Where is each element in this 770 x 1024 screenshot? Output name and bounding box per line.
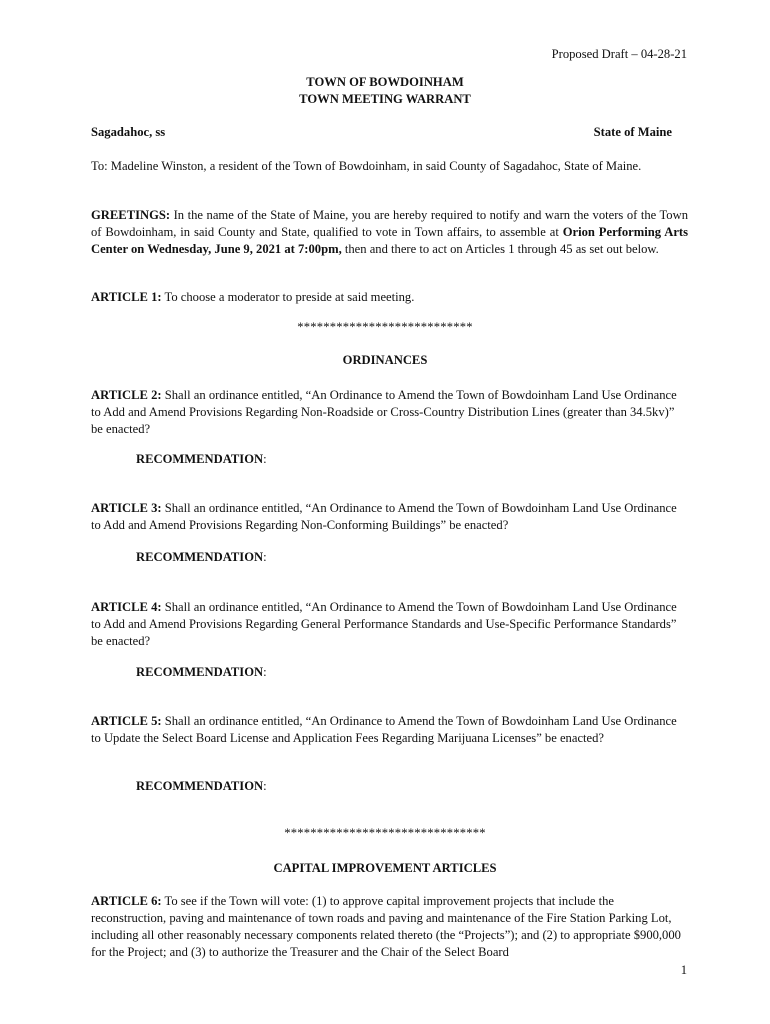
article-label: ARTICLE 1:: [91, 290, 162, 304]
article-1: [91, 289, 688, 306]
greetings-label: GREETINGS:: [91, 208, 171, 222]
article-text: To choose a moderator to preside at said meeting.: [161, 290, 415, 304]
draft-label: Proposed Draft – 04-28-21: [551, 47, 687, 61]
article-5: [91, 713, 688, 747]
article-label: ARTICLE 4:: [91, 600, 162, 614]
greetings-paragraph: [91, 207, 688, 258]
separator: *******************************: [284, 826, 486, 840]
article-4: [91, 599, 688, 650]
article-label: ARTICLE 3:: [91, 501, 162, 515]
county-label: Sagadahoc, ss: [91, 125, 166, 139]
section-heading-capital: CAPITAL IMPROVEMENT ARTICLES: [273, 861, 497, 875]
article-text: Shall an ordinance entitled, “An Ordinance to Amend the Town of Bowdoinham Land Use Ordinance to Add and Amend Provisions Regarding Non-Roadside or Cross-Country Distribution Lines (greater than 34.5kv)” be enacted?: [91, 388, 677, 436]
section-heading-ordinances: ORDINANCES: [342, 353, 428, 367]
article-text: Shall an ordinance entitled, “An Ordinance to Amend the Town of Bowdoinham Land Use Ordinance to Add and Amend Provisions Regarding Non-Conforming Buildings” be enacted?: [91, 501, 677, 532]
warrant-title: TOWN MEETING WARRANT: [299, 92, 471, 106]
recommendation-label: RECOMMENDATION:: [136, 779, 267, 793]
article-label: ARTICLE 6:: [91, 894, 162, 908]
state-label: State of Maine: [593, 125, 672, 139]
greetings-text-end: then and there to act on Articles 1 through 45 as set out below.: [341, 242, 659, 256]
article-text: Shall an ordinance entitled, “An Ordinance to Amend the Town of Bowdoinham Land Use Ordinance to Update the Select Board License and Application Fees Regarding Marijuana Licenses” be enacted?: [91, 714, 677, 745]
recommendation-label: RECOMMENDATION:: [136, 665, 267, 679]
greetings-text: In the name of the State of Maine, you are hereby required to notify and warn the voters of the Town of Bowdoinham, in said County and State, qualified to vote in Town affairs, to assemble at: [91, 208, 688, 239]
recommendation-label: RECOMMENDATION:: [136, 550, 267, 564]
separator: ***************************: [297, 320, 473, 334]
article-2: [91, 387, 688, 438]
article-label: ARTICLE 5:: [91, 714, 162, 728]
article-text: Shall an ordinance entitled, “An Ordinance to Amend the Town of Bowdoinham Land Use Ordinance to Add and Amend Provisions Regarding General Performance Standards and Use-Specific Performance Standards” be enacted?: [91, 600, 677, 648]
article-3: [91, 500, 688, 534]
page-number: 1: [680, 963, 687, 977]
meeting-location: Orion Performing Arts Center on Wednesday, June 9, 2021 at 7:00pm,: [91, 225, 689, 256]
recommendation-label: RECOMMENDATION:: [136, 452, 267, 466]
article-label: ARTICLE 2:: [91, 388, 162, 402]
article-text: To see if the Town will vote: (1) to approve capital improvement projects that include the reconstruction, paving and maintenance of town roads and paving and maintenance of the Fire Station Parking Lot, including all other reasonably necessary components related thereto (the “Projects”); and (2) to appropriate $900,000 for the Project; and (3) to authorize the Treasurer and the Chair of the Select Board: [91, 894, 681, 959]
town-title: TOWN OF BOWDOINHAM: [306, 75, 464, 89]
to-paragraph: To: Madeline Winston, a resident of the Town of Bowdoinham, in said County of Sagadahoc, State of Maine.: [91, 159, 642, 173]
article-6: [91, 893, 688, 961]
venue-line: [91, 125, 688, 140]
